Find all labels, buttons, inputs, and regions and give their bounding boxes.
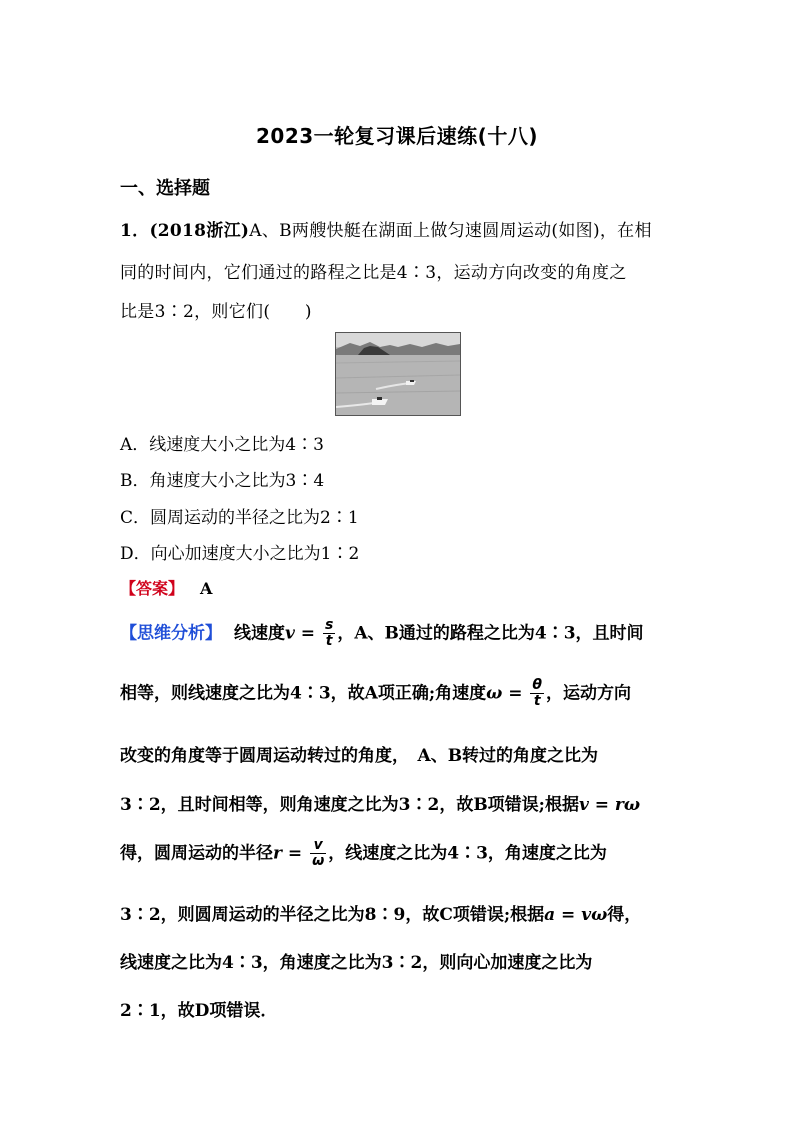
question-text-1: A、B两艘快艇在湖面上做匀速圆周运动(如图)，在相 [249, 221, 652, 241]
option-b-letter: B． [120, 471, 150, 491]
option-a-letter: A． [120, 435, 150, 455]
option-d-letter: D． [120, 544, 151, 564]
option-c-text: 圆周运动的半径之比为2∶1 [150, 508, 359, 528]
speedboats-image [336, 333, 460, 415]
question-source: (2018浙江) [149, 221, 250, 241]
analysis-text: ，线速度之比为4∶3，角速度之比为 [328, 843, 607, 864]
option-c [120, 503, 359, 528]
answer-value: A [200, 579, 213, 598]
fraction-numerator: v [310, 838, 326, 854]
analysis-line-7: 线速度之比为4∶3，角速度之比为3∶2，则向心加速度之比为 [120, 953, 593, 973]
formula-eq: = [502, 683, 529, 704]
formula-eq: = [281, 843, 309, 864]
analysis-line-4 [120, 790, 640, 815]
page-title: 2023一轮复习课后速练(十八) [256, 124, 538, 148]
analysis-text: ，A、B通过的路程之比为4∶3，且时间 [337, 623, 644, 644]
analysis-text: 线速度 [234, 623, 285, 644]
analysis-text: 3∶2，且时间相等，则角速度之比为3∶2，故B项错误;根据 [120, 795, 579, 815]
fraction-s-over-t [323, 618, 335, 650]
analysis-text: 得， [607, 905, 642, 925]
section-heading: 一、选择题 [120, 178, 210, 199]
question-line-2: 同的时间内，它们通过的路程之比是4∶3，运动方向改变的角度之 [120, 263, 627, 283]
option-b-text: 角速度大小之比为3∶4 [149, 471, 325, 491]
analysis-line-5 [120, 838, 607, 870]
analysis-line-8: 2∶1，故D项错误． [120, 1001, 278, 1021]
analysis-text: 得，圆周运动的半径 [120, 843, 273, 864]
analysis-line-2 [120, 678, 631, 710]
fraction-numerator: s [324, 617, 334, 633]
answer-tag: 【答案】 [120, 579, 185, 598]
option-a-text: 线速度大小之比为4∶3 [149, 435, 324, 455]
analysis-line-6 [120, 900, 641, 925]
formula-var-v: v [285, 623, 295, 644]
fraction-numerator: θ [532, 677, 543, 693]
fraction-denominator: t [533, 693, 541, 710]
fraction-denominator: ω [312, 853, 325, 870]
formula-a-v-omega: a = vω [544, 905, 608, 925]
question-line-3: 比是3∶2，则它们( ) [120, 302, 312, 322]
analysis-line-1 [120, 618, 644, 650]
option-c-letter: C． [120, 508, 151, 528]
option-d-text: 向心加速度大小之比为1∶2 [150, 544, 360, 564]
fraction-v-over-omega [310, 838, 326, 870]
question-line-1 [120, 216, 652, 241]
analysis-text: 相等，则线速度之比为4∶3，故A项正确;角速度 [120, 683, 487, 704]
formula-var-r: r [273, 843, 282, 864]
speedboats-photo [335, 332, 461, 416]
analysis-line-3: 改变的角度等于圆周运动转过的角度， A、B转过的角度之比为 [120, 746, 599, 766]
option-b [120, 466, 324, 491]
answer-row [120, 576, 212, 599]
option-d [120, 539, 359, 564]
formula-var-omega: ω [486, 683, 503, 704]
analysis-text: ，运动方向 [546, 683, 632, 704]
question-number: 1． [120, 221, 150, 241]
formula-v-r-omega: v = rω [578, 795, 641, 815]
option-a [120, 430, 324, 455]
analysis-text: 3∶2，则圆周运动的半径之比为8∶9，故C项错误;根据 [120, 905, 545, 925]
fraction-denominator: t [325, 633, 333, 650]
formula-eq: = [294, 623, 321, 644]
fraction-theta-over-t [530, 678, 544, 710]
analysis-tag: 【思维分析】 [120, 623, 222, 644]
